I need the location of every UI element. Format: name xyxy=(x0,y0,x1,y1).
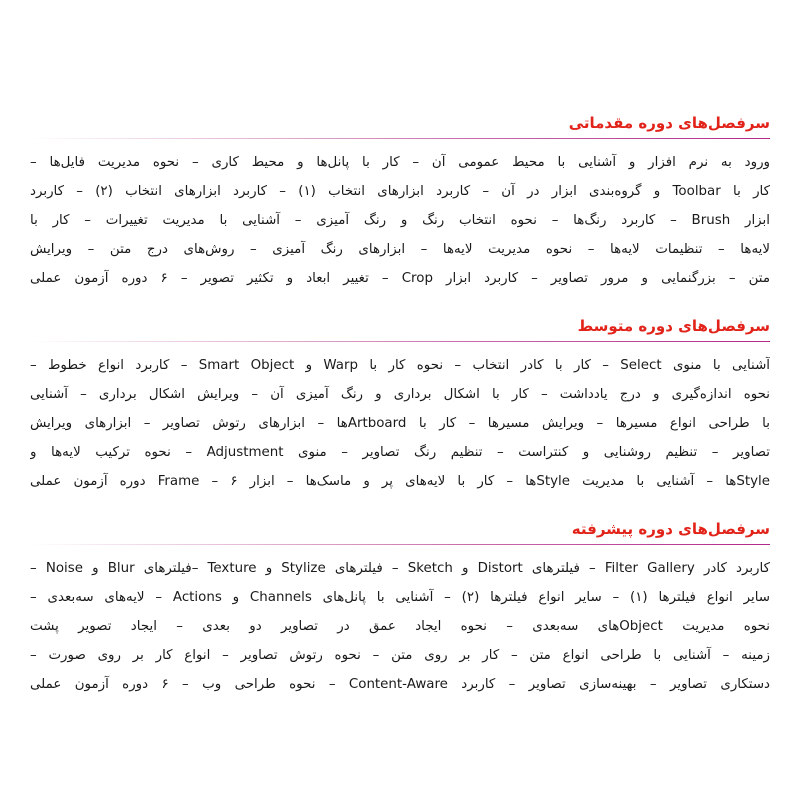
syllabus-page xyxy=(30,110,770,699)
section-body xyxy=(30,351,770,496)
section-text-line: آشنایی با منوی Select – کار با کادر انتخاب – نحوه کار با Warp و Smart Object – کاربرد انواع خطوط – xyxy=(30,358,770,373)
section-text-line: نحوه اندازه‌گیری و درج یادداشت – کار با اشکال برداری و رنگ آمیزی آن – ویرایش اشکال برداری – آشنایی xyxy=(30,387,770,402)
section-title: سرفصل‌های دوره مقدماتی xyxy=(568,114,770,132)
section-divider xyxy=(30,138,770,139)
section-text-line: تصاویر – تنظیم روشنایی و کنتراست – تنظیم رنگ تصاویر – منوی Adjustment – نحوه ترکیب لایه‌ها و xyxy=(30,445,770,460)
section-title: سرفصل‌های دوره متوسط xyxy=(577,317,770,335)
section-text-line: سایر انواع فیلترها (۱) – سایر انواع فیلترها (۲) – آشنایی با پانل‌های Channels و Actions – لایه‌های سه‌بعدی – xyxy=(30,590,770,605)
section-divider xyxy=(30,341,770,342)
section-text-line: ورود به نرم افزار و آشنایی با محیط عمومی آن – کار با پانل‌ها و محیط کاری – نحوه مدیریت فایل‌ها – xyxy=(30,155,770,170)
section-intermediate xyxy=(30,313,770,496)
section-text-line: کاربرد کادر Filter Gallery – فیلترهای Distort و Sketch – فیلترهای Stylize و Texture –فیلترهای Blur و Noise – xyxy=(30,561,770,576)
section-text-line: لایه‌ها – تنظیمات لایه‌ها – نحوه مدیریت لایه‌ها – ابزارهای رنگ آمیزی – روش‌های درج متن – ویرایش xyxy=(30,242,770,257)
section-text-line: Styleها – آشنایی با مدیریت Styleها – کار با لایه‌های پر و ماسک‌ها – ابزار Frame – ۶ دوره آزمون عملی xyxy=(30,474,770,489)
section-advanced xyxy=(30,516,770,699)
section-text-line: کار با Toolbar و گروه‌بندی ابزار در آن – کاربرد ابزارهای انتخاب (۱) – کاربرد ابزارهای انتخاب (۲) – کاربرد xyxy=(30,184,770,199)
section-body xyxy=(30,148,770,293)
section-body xyxy=(30,554,770,699)
section-text-line: زمینه – آشنایی با طراحی انواع متن – کار بر روی متن – نحوه رتوش تصاویر – انواع کار بر روی صورت – xyxy=(30,648,770,663)
section-beginner xyxy=(30,110,770,293)
section-text-line: دستکاری تصاویر – بهینه‌سازی تصاویر – کاربرد Content-Aware – نحوه طراحی وب – ۶ دوره آزمون عملی xyxy=(30,677,770,692)
section-header xyxy=(30,110,770,142)
section-title: سرفصل‌های دوره پیشرفته xyxy=(571,520,770,538)
section-header xyxy=(30,313,770,345)
section-divider xyxy=(30,544,770,545)
section-text-line: متن – بزرگنمایی و مرور تصاویر – کاربرد ابزار Crop – تغییر ابعاد و تکثیر تصویر – ۶ دوره آزمون عملی xyxy=(30,271,770,286)
section-text-line: ابزار Brush – کاربرد رنگ‌ها – نحوه انتخاب رنگ و رنگ آمیزی – آشنایی با مدیریت تغییرات – کار با xyxy=(30,213,770,228)
section-text-line: با طراحی انواع مسیرها – ویرایش مسیرها – کار با Artboardها – ابزارهای رتوش تصاویر – ابزارهای ویرایش xyxy=(30,416,770,431)
section-header xyxy=(30,516,770,548)
section-text-line: نحوه مدیریت Objectهای سه‌بعدی – نحوه ایجاد عمق در تصاویر دو بعدی – ایجاد تصویر پشت xyxy=(30,619,770,634)
